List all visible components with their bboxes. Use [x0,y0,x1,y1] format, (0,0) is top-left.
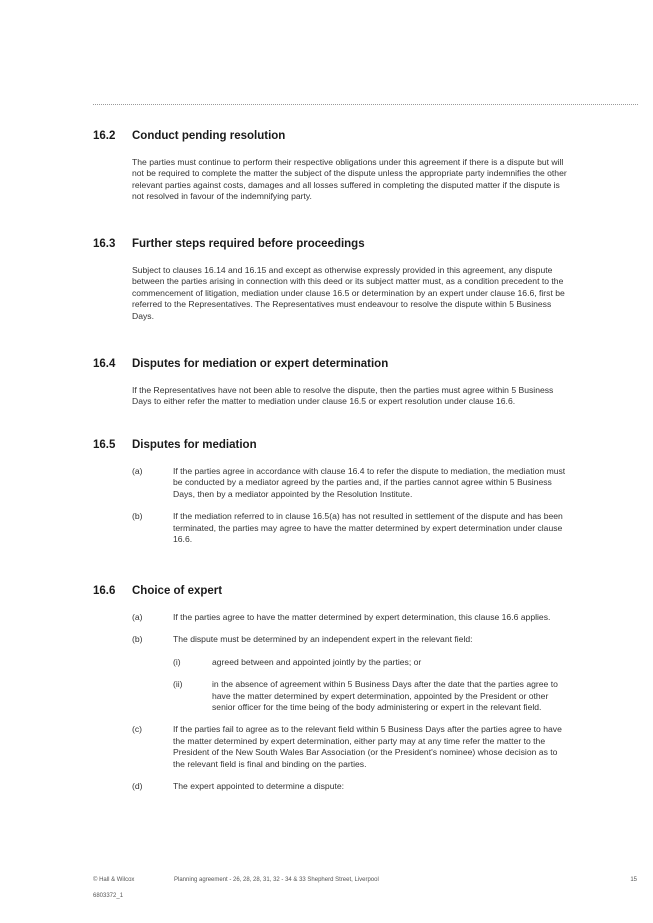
list-item [132,781,568,792]
list-item [132,511,568,545]
section-title: Conduct pending resolution [132,130,286,142]
item-label: (ii) [173,679,183,690]
section-title: Further steps required before proceedings [132,238,365,250]
section-paragraph: If the Representatives have not been able to resolve the dispute, then the parties must agree within 5 Business Days to either refer the matter to mediation under clause 16.5 or expert resolution under clause 16.6. [132,385,554,407]
section-16-5 [93,438,568,545]
section-title: Choice of expert [132,585,223,597]
list-item [132,612,568,623]
section-16-6 [93,584,568,792]
item-label: (a) [132,466,143,476]
item-text: If the parties agree to have the matter determined by expert determination, this clause 16.6 applies. [173,612,551,622]
page-number: 15 [630,877,637,883]
item-text: The dispute must be determined by an independent expert in the relevant field: [173,634,473,645]
header-divider [93,104,638,105]
item-label: (i) [173,656,181,667]
list-subitem [173,679,568,713]
item-label: (b) [132,511,143,522]
footer-document-title: Planning agreement - 26, 28, 28, 31, 32 - 34 & 33 Shepherd Street, Liverpool [174,877,379,883]
item-label: (c) [132,724,143,735]
footer-document-reference: 6803372_1 [93,893,124,899]
section-number: 16.2 [93,130,116,142]
item-text: If the parties fail to agree as to the relevant field within 5 Business Days after the parties agree to have the matter determined by expert determination, either party may at any time refer the matter to the President of the New South Wales Bar Association (or the President's nominee) whose decision as to the relevant field is final and binding on the parties. [173,724,562,769]
item-text: agreed between and appointed jointly by the parties; or [212,656,422,667]
section-16-3 [93,237,568,322]
list-item [132,634,568,645]
item-text: If the mediation referred to in clause 16.5(a) has not resulted in settlement of the dispute and has been terminated, the parties may agree to have the matter determined by expert determination under clause 16.6. [173,511,563,545]
footer-copyright: © Hall & Wilcox [93,877,135,883]
section-number: 16.5 [93,439,116,451]
section-title: Disputes for mediation or expert determination [132,358,389,370]
item-text: The expert appointed to determine a dispute: [173,781,345,792]
item-label: (d) [132,781,143,792]
section-16-2 [93,129,568,203]
section-title: Disputes for mediation [132,439,257,451]
list-subitem [173,657,568,668]
list-item [132,724,568,770]
section-16-4 [93,357,568,408]
item-label: (a) [132,612,143,622]
section-number: 16.3 [93,238,116,250]
section-number: 16.6 [93,585,116,597]
section-number: 16.4 [93,358,116,370]
section-paragraph: Subject to clauses 16.14 and 16.15 and except as otherwise expressly provided in this agreement, any dispute between the parties arising in connection with this deed or its subject matter must, as a condition precedent to the commencement of litigation, mediation under clause 16.5 or determination by an expert under clause 16.6, first be referred to the Representatives. The Representatives must endeavour to resolve the dispute within 5 Business Days. [132,265,565,321]
item-text: If the parties agree in accordance with clause 16.4 to refer the dispute to mediation, the mediation must be conducted by a mediator agreed by the parties and, if the parties cannot agree within 5 Business Days, then by a mediator appointed by the Resolution Institute. [173,466,566,499]
item-text: in the absence of agreement within 5 Business Days after the date that the parties agree to have the matter determined by expert determination, appointed by the President or other senior officer for the time being of the body administering or expert in the relevant field. [212,679,558,713]
item-label: (b) [132,634,143,645]
section-paragraph: The parties must continue to perform their respective obligations under this agreement if there is a dispute but will not be required to complete the matter the subject of the dispute unless the appropriate party indemnifies the other relevant parties against costs, damages and all losses suffered in completing the disputed matter if the dispute is not resolved in favour of the indemnifying party. [132,157,567,202]
list-item [132,466,568,500]
